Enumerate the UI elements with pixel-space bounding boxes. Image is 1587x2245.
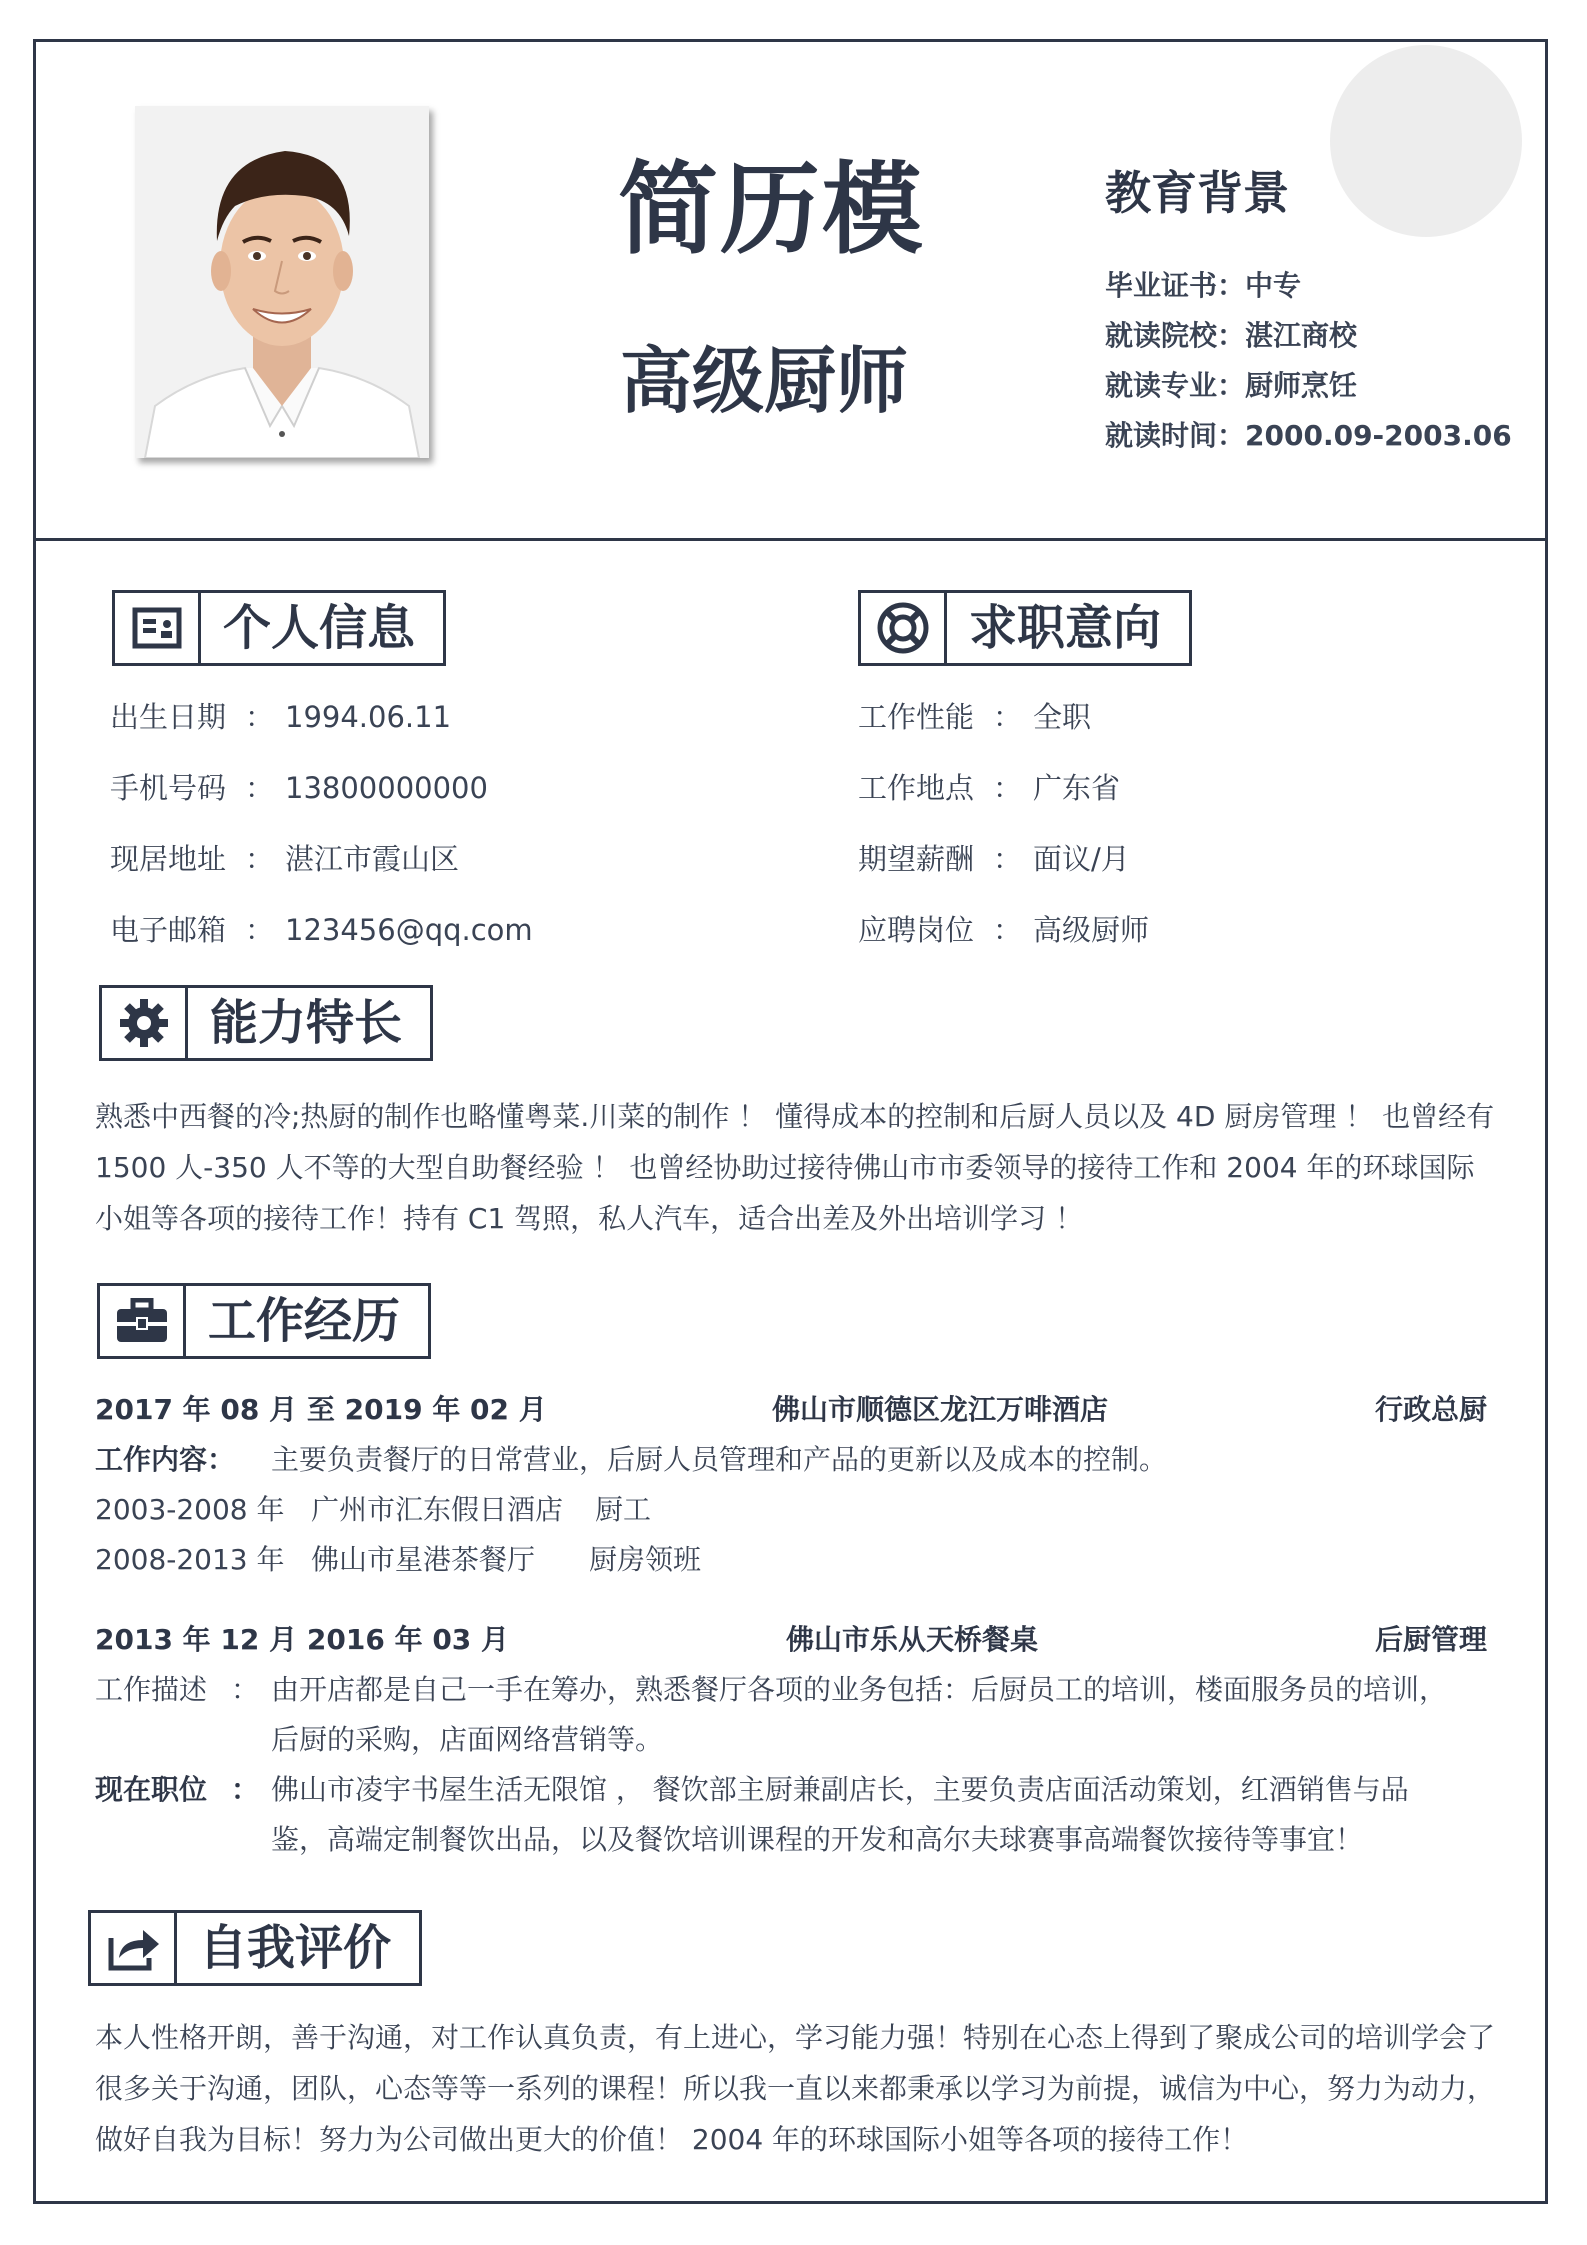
education-row [1105, 368, 1512, 418]
education-label: 就读院校： [1105, 319, 1246, 352]
section-job-intention [858, 590, 1192, 666]
job1-period: 2017 年 08 月 至 2019 年 02 月 [95, 1393, 547, 1426]
intention-position [858, 910, 1149, 950]
profile-photo [135, 106, 429, 458]
education-label: 就读专业： [1105, 369, 1246, 402]
job1-position: 行政总厨 [1375, 1393, 1488, 1426]
field-value: 面议/月 [1033, 842, 1130, 876]
field-separator: ： [245, 771, 275, 805]
intention-type [858, 697, 1091, 737]
history-role: 厨房领班 [589, 1543, 702, 1576]
field-separator: ： [245, 913, 275, 947]
section-title: 工作经历 [208, 1293, 401, 1349]
section-self-evaluation [88, 1910, 422, 1986]
intention-location [858, 768, 1120, 808]
education-row [1105, 418, 1512, 468]
job2-current-cont: 鉴，高端定制餐饮出品，以及餐饮培训课程的开发和高尔夫球赛事高端餐饮接待等事宜！ [271, 1823, 1364, 1856]
personal-phone [110, 768, 488, 808]
job1-content-label: 工作内容： [95, 1443, 236, 1476]
education-value: 湛江商校 [1245, 319, 1358, 352]
history-place: 广州市汇东假日酒店 [311, 1493, 564, 1526]
job2-desc-cont: 后厨的采购，店面网络营销等。 [271, 1723, 664, 1756]
intention-salary [858, 839, 1130, 879]
field-label: 出生日期 [110, 700, 227, 734]
history-row [95, 1540, 701, 1580]
section-title: 个人信息 [223, 600, 416, 656]
history-row [95, 1490, 651, 1530]
field-label: 电子邮箱 [110, 913, 227, 947]
resume-title: 简历模 [618, 151, 924, 268]
personal-address [110, 839, 459, 879]
decorative-circle [1330, 45, 1522, 237]
section-title: 求职意向 [969, 600, 1162, 656]
field-value: 13800000000 [285, 771, 488, 805]
job2-current: 佛山市凌宇书屋生活无限馆 ， 餐饮部主厨兼副店长，主要负责店面活动策划，红酒销售与品 [271, 1773, 1409, 1806]
job2-current-row [95, 1770, 1409, 1810]
education-row [1105, 318, 1512, 368]
job2-current-label: 现在职位 [95, 1773, 208, 1806]
field-label: 现居地址 [110, 842, 227, 876]
job2-company: 佛山市乐从天桥餐桌 [786, 1623, 1039, 1656]
job-title: 高级厨师 [620, 339, 909, 423]
job2-period: 2013 年 12 月 2016 年 03 月 [95, 1623, 510, 1656]
field-value: 高级厨师 [1033, 913, 1150, 947]
education-value: 厨师烹饪 [1245, 369, 1358, 402]
field-separator: ： [231, 1773, 260, 1806]
field-value: 湛江市霞山区 [285, 842, 460, 876]
section-skills [99, 985, 433, 1061]
field-label: 期望薪酬 [858, 842, 975, 876]
field-separator: ： [993, 842, 1023, 876]
field-value: 全职 [1033, 700, 1092, 734]
field-separator: ： [993, 700, 1023, 734]
field-separator: ： [993, 913, 1023, 947]
history-years: 2008-2013 年 [95, 1543, 285, 1576]
job2-position: 后厨管理 [1375, 1623, 1488, 1656]
section-personal-info [112, 590, 446, 666]
section-title: 能力特长 [210, 995, 403, 1051]
share-icon [91, 1913, 177, 1983]
job2-desc-row [95, 1670, 1447, 1710]
briefcase-icon [100, 1286, 186, 1356]
job1-content-row [95, 1440, 1167, 1480]
field-label: 工作地点 [858, 771, 975, 805]
history-years: 2003-2008 年 [95, 1493, 285, 1526]
education-list [1105, 268, 1512, 468]
self-evaluation-text: 本人性格开朗，善于沟通，对工作认真负责，有上进心，学习能力强！特别在心态上得到了聚成公司的培训学会了很多关于沟通，团队，心态等等一系列的课程！所以我一直以来都秉承以学习为前提，诚信为中心，努力为动力，做好自我为目标！努力为公司做出更大的价值！ 2004 年的环球国际小姐等各项的接待工作！ [95, 2021, 1496, 2156]
education-label: 毕业证书： [1105, 269, 1246, 302]
field-label: 工作性能 [858, 700, 975, 734]
education-heading: 教育背景 [1105, 166, 1289, 220]
job2-desc: 由开店都是自己一手在筹办，熟悉餐厅各项的业务包括：后厨员工的培训，楼面服务员的培训， [271, 1673, 1448, 1706]
field-separator: ： [245, 842, 275, 876]
section-work-experience [97, 1283, 431, 1359]
id-card-icon [115, 593, 201, 663]
skills-text: 熟悉中西餐的冷;热厨的制作也略懂粤菜.川菜的制作 ！ 懂得成本的控制和后厨人员以及 4D 厨房管理 ！ 也曾经有 1500 人-350 人不等的大型自助餐经验 ！ 也曾经协助过接待佛山市市委领导的接待工作和 2004 年的环球国际小姐等各项的接待工作！持有 C1 驾照，私人汽车，适合出差及外出培训学习 ！ [95, 1100, 1495, 1235]
field-value: 1994.06.11 [285, 700, 452, 734]
personal-email [110, 910, 533, 950]
gear-icon [102, 988, 188, 1058]
history-role: 厨工 [595, 1493, 652, 1526]
field-separator: ： [993, 771, 1023, 805]
field-label: 手机号码 [110, 771, 227, 805]
section-title: 自我评价 [199, 1920, 392, 1976]
field-label: 应聘岗位 [858, 913, 975, 947]
job1-company: 佛山市顺德区龙江万啡酒店 [772, 1393, 1109, 1426]
field-separator: ： [245, 700, 275, 734]
field-value: 123456@qq.com [285, 913, 533, 947]
job1-content: 主要负责餐厅的日常营业，后厨人员管理和产品的更新以及成本的控制。 [271, 1443, 1168, 1476]
job2-desc-label: 工作描述 [95, 1673, 208, 1706]
personal-birthdate [110, 697, 451, 737]
lifebuoy-icon [861, 593, 947, 663]
education-label: 就读时间： [1105, 419, 1246, 452]
field-separator: ： [231, 1673, 260, 1706]
education-row [1105, 268, 1512, 318]
education-value: 中专 [1245, 269, 1302, 302]
education-value: 2000.09-2003.06 [1245, 419, 1512, 452]
history-place: 佛山市星港茶餐厅 [311, 1543, 536, 1576]
field-value: 广东省 [1033, 771, 1121, 805]
header-divider [33, 538, 1548, 541]
